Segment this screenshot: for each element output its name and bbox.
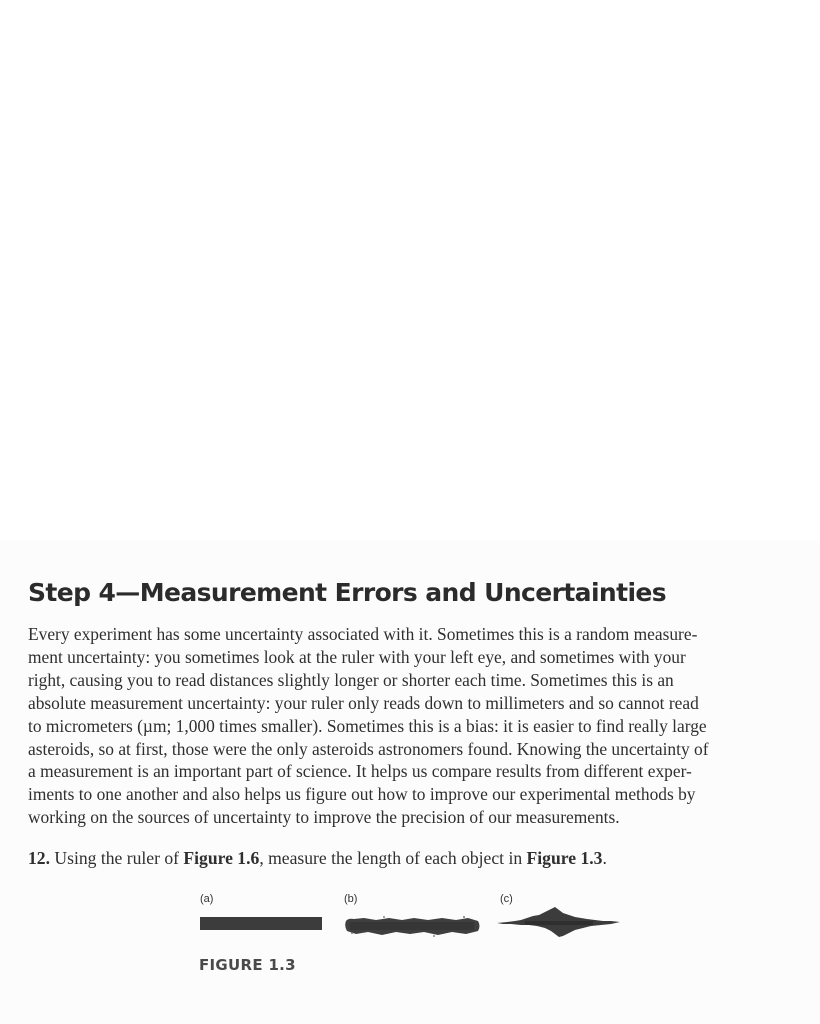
paragraph-line: asteroids, so at first, those were the only asteroids astronomers found. Knowing the uncertainty of — [28, 738, 709, 759]
paragraph-line: a measurement is an important part of science. It helps us compare results from different exper- — [28, 761, 692, 782]
question-text-3: . — [602, 848, 607, 868]
object-a-bar — [200, 917, 322, 930]
paragraph-line: absolute measurement uncertainty: your ruler only reads down to millimeters and so cannot read — [28, 692, 699, 713]
section-heading: Step 4—Measurement Errors and Uncertainties — [28, 578, 667, 607]
question-number: 12. — [28, 848, 50, 868]
object-b-fuzzy-bar — [344, 915, 482, 937]
paragraph-line: ment uncertainty: you sometimes look at the ruler with your left eye, and sometimes with your — [28, 646, 686, 667]
paragraph-line: right, causing you to read distances slightly longer or shorter each time. Sometimes this is an — [28, 669, 674, 690]
figure-label-b: (b) — [344, 893, 358, 905]
question-12 — [28, 846, 607, 870]
paragraph-line: to micrometers (µm; 1,000 times smaller). Sometimes this is a bias: it is easier to find really large — [28, 715, 707, 736]
figure-label-c: (c) — [500, 893, 513, 905]
object-c-irregular-blob — [497, 905, 621, 939]
paragraph-line: iments to one another and also helps us figure out how to improve our experimental methods by — [28, 784, 696, 805]
paragraph-line: working on the sources of uncertainty to improve the precision of our measurements. — [28, 807, 620, 828]
figure-caption: FIGURE 1.3 — [199, 956, 296, 974]
figure-reference-1-6: Figure 1.6 — [183, 848, 260, 868]
question-text-2: , measure the length of each object in — [259, 848, 527, 868]
paragraph-line: Every experiment has some uncertainty associated with it. Sometimes this is a random measure- — [28, 624, 698, 644]
body-paragraph — [28, 623, 798, 829]
figure-reference-1-3: Figure 1.3 — [526, 848, 603, 868]
question-text-1: Using the ruler of — [50, 848, 184, 868]
figure-label-a: (a) — [200, 893, 214, 905]
